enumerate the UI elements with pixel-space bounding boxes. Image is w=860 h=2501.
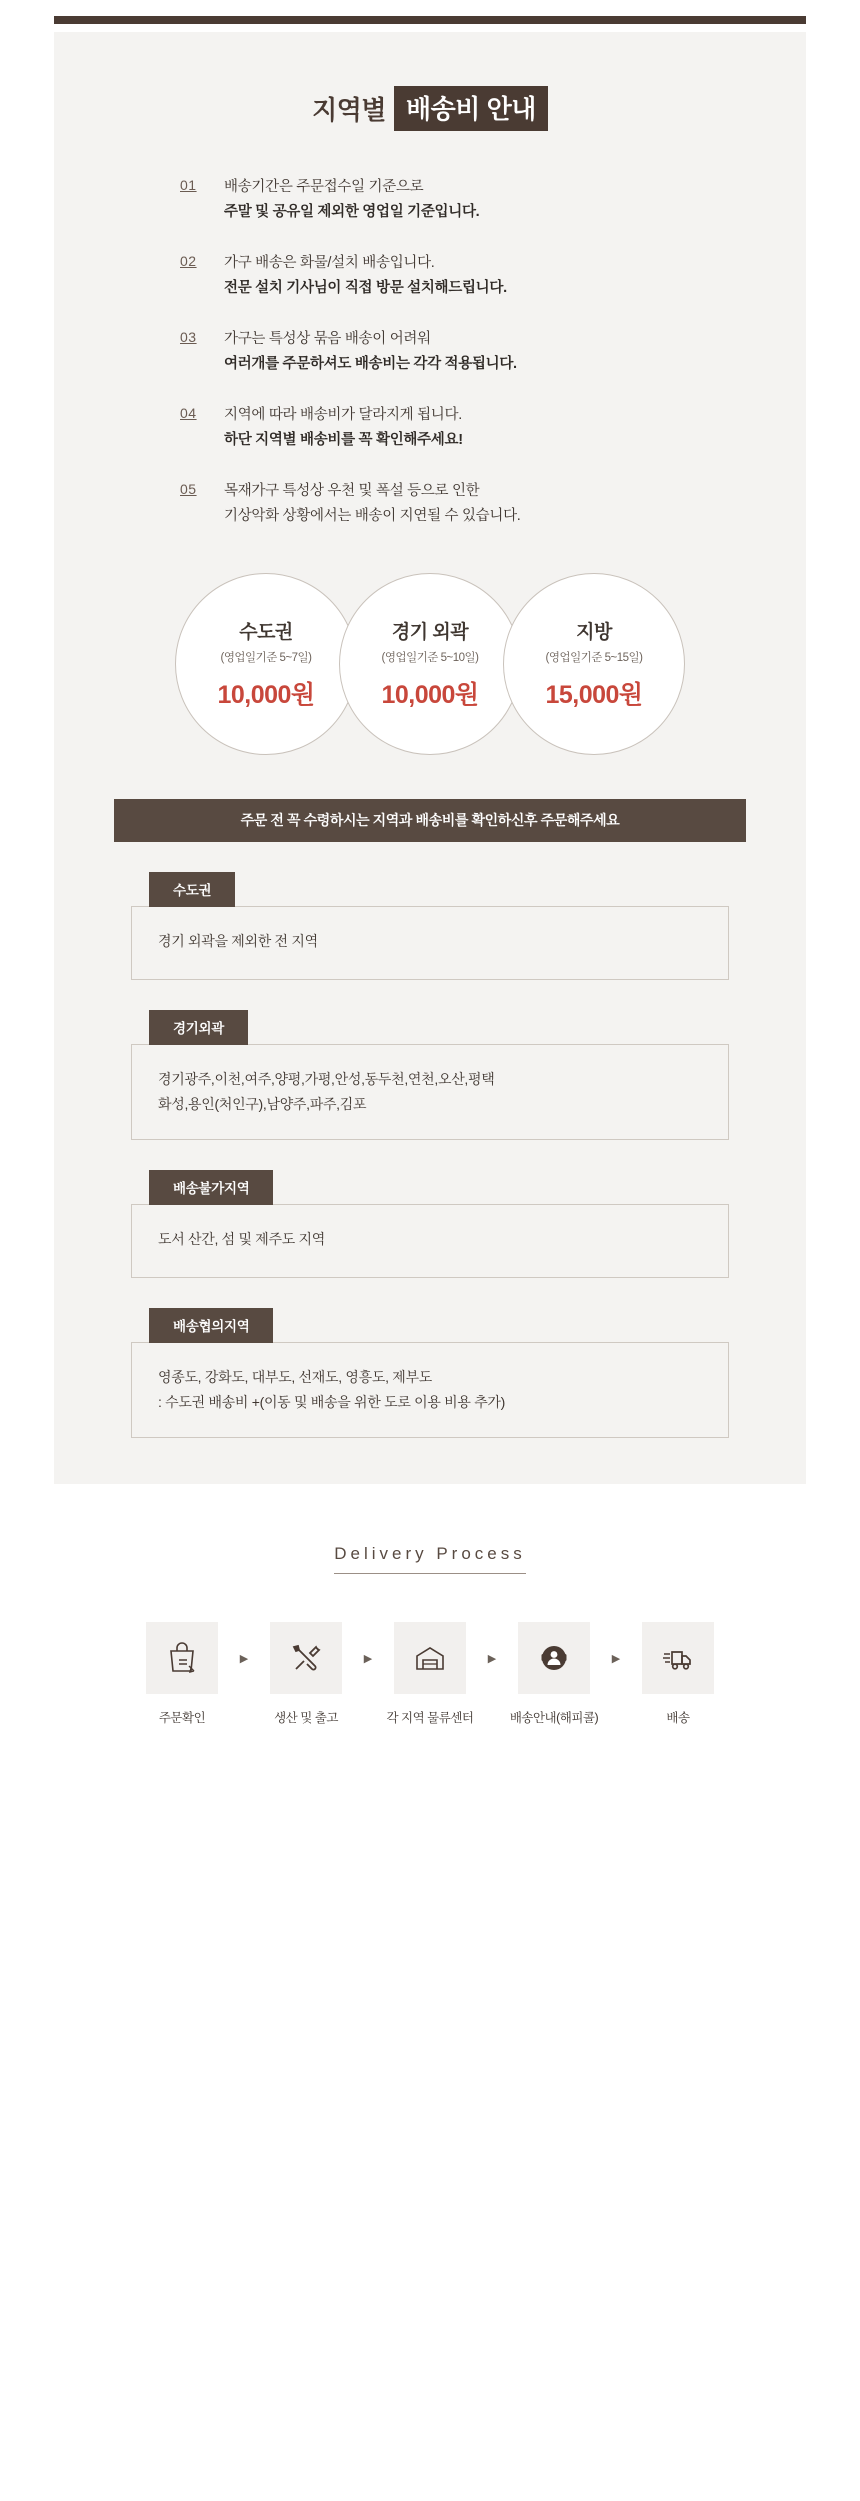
region-line: : 수도권 배송비 +(이동 및 배송을 위한 도로 이용 비용 추가) [158,1394,506,1410]
notes-list [180,175,680,529]
region-line: 화성,용인(처인구),남양주,파주,김포 [158,1096,367,1112]
process-step-label: 생산 및 출고 [274,1711,338,1725]
note-line: 지역에 따라 배송비가 달라지게 됩니다. [224,407,462,423]
tools-icon [270,1622,342,1694]
note-body [224,479,680,529]
process-step-label: 주문확인 [158,1711,206,1725]
list-item [180,403,680,453]
process-arrow-icon: ▶ [611,1652,621,1665]
note-line: 가구 배송은 화물/설치 배송입니다. [224,255,435,271]
note-line: 가구는 특성상 묶음 배송이 어려워 [224,331,431,347]
fee-region-name: 수도권 [239,622,293,643]
page-title-highlight: 배송비 안내 [394,86,548,131]
fee-amount: 10,000원 [217,681,315,709]
page-title-plain: 지역별 [312,95,387,125]
process-title: Delivery Process [334,1544,526,1574]
note-line: 기상악화 상황에서는 배송이 지연될 수 있습니다. [224,508,521,524]
note-line: 여러개를 주문하셔도 배송비는 각각 적용됩니다. [224,356,517,372]
warehouse-icon [394,1622,466,1694]
list-item [180,479,680,529]
process-steps [54,1622,806,1726]
fee-lead-time: (영업일기준 5~15일) [545,652,643,664]
panel-top-rule [54,16,806,24]
note-line: 전문 설치 기사님이 직접 방문 설치해드립니다. [224,280,507,296]
note-number: 02 [180,253,197,269]
note-body [224,327,680,377]
fee-amount: 15,000원 [545,681,643,709]
info-panel [54,32,806,1484]
process-step-order [134,1622,230,1726]
region-block-metro [131,872,729,980]
fee-region-name: 경기 외곽 [391,622,469,643]
notice-bar: 주문 전 꼭 수령하시는 지역과 배송비를 확인하신후 주문해주세요 [114,799,746,842]
region-line: 경기 외곽을 제외한 전 지역 [158,933,318,949]
note-body [224,251,680,301]
fee-lead-time: (영업일기준 5~10일) [381,652,479,664]
region-line: 도서 산간, 섬 및 제주도 지역 [158,1231,326,1247]
region-label: 수도권 [149,872,235,907]
region-line: 영종도, 강화도, 대부도, 선재도, 영흥도, 제부도 [158,1369,432,1385]
fee-circle-province [503,573,685,755]
region-label: 배송불가지역 [149,1170,273,1205]
process-step-logistics [382,1622,478,1726]
list-item [180,175,680,225]
note-line: 목재가구 특성상 우천 및 폭설 등으로 인한 [224,483,480,499]
note-line: 배송기간은 주문접수일 기준으로 [224,179,424,195]
process-step-label: 각 지역 물류센터 [386,1711,474,1725]
region-content [131,906,729,980]
process-step-delivery [630,1622,726,1726]
delivery-process-section [54,1544,806,1766]
fee-circle-gyeonggi-outer [339,573,521,755]
region-block-negotiated [131,1308,729,1438]
note-body [224,175,680,225]
note-body [224,403,680,453]
note-number: 01 [180,177,197,193]
note-number: 05 [180,481,197,497]
note-line: 하단 지역별 배송비를 꼭 확인해주세요! [224,432,463,448]
process-step-label: 배송안내(해피콜) [509,1711,599,1725]
shopping-bag-icon [146,1622,218,1694]
headset-agent-icon [518,1622,590,1694]
note-number: 04 [180,405,197,421]
fee-region-name: 지방 [576,622,612,643]
region-content [131,1204,729,1278]
process-step-production [258,1622,354,1726]
delivery-truck-icon [642,1622,714,1694]
region-content [131,1342,729,1438]
process-step-label: 배송 [666,1711,690,1725]
process-step-happycall [506,1622,602,1726]
region-label: 경기외곽 [149,1010,248,1045]
region-block-no-delivery [131,1170,729,1278]
note-line: 주말 및 공유일 제외한 영업일 기준입니다. [224,204,480,220]
fee-circles [54,573,806,755]
note-number: 03 [180,329,197,345]
region-block-gyeonggi-outer [131,1010,729,1140]
fee-amount: 10,000원 [381,681,479,709]
page-title [54,86,806,131]
list-item [180,251,680,301]
process-arrow-icon: ▶ [487,1652,497,1665]
process-arrow-icon: ▶ [239,1652,249,1665]
region-line: 경기광주,이천,여주,양평,가평,안성,동두천,연천,오산,평택 [158,1071,495,1087]
list-item [180,327,680,377]
process-arrow-icon: ▶ [363,1652,373,1665]
region-content [131,1044,729,1140]
fee-lead-time: (영업일기준 5~7일) [220,652,312,664]
fee-circle-metro [175,573,357,755]
region-label: 배송협의지역 [149,1308,273,1343]
